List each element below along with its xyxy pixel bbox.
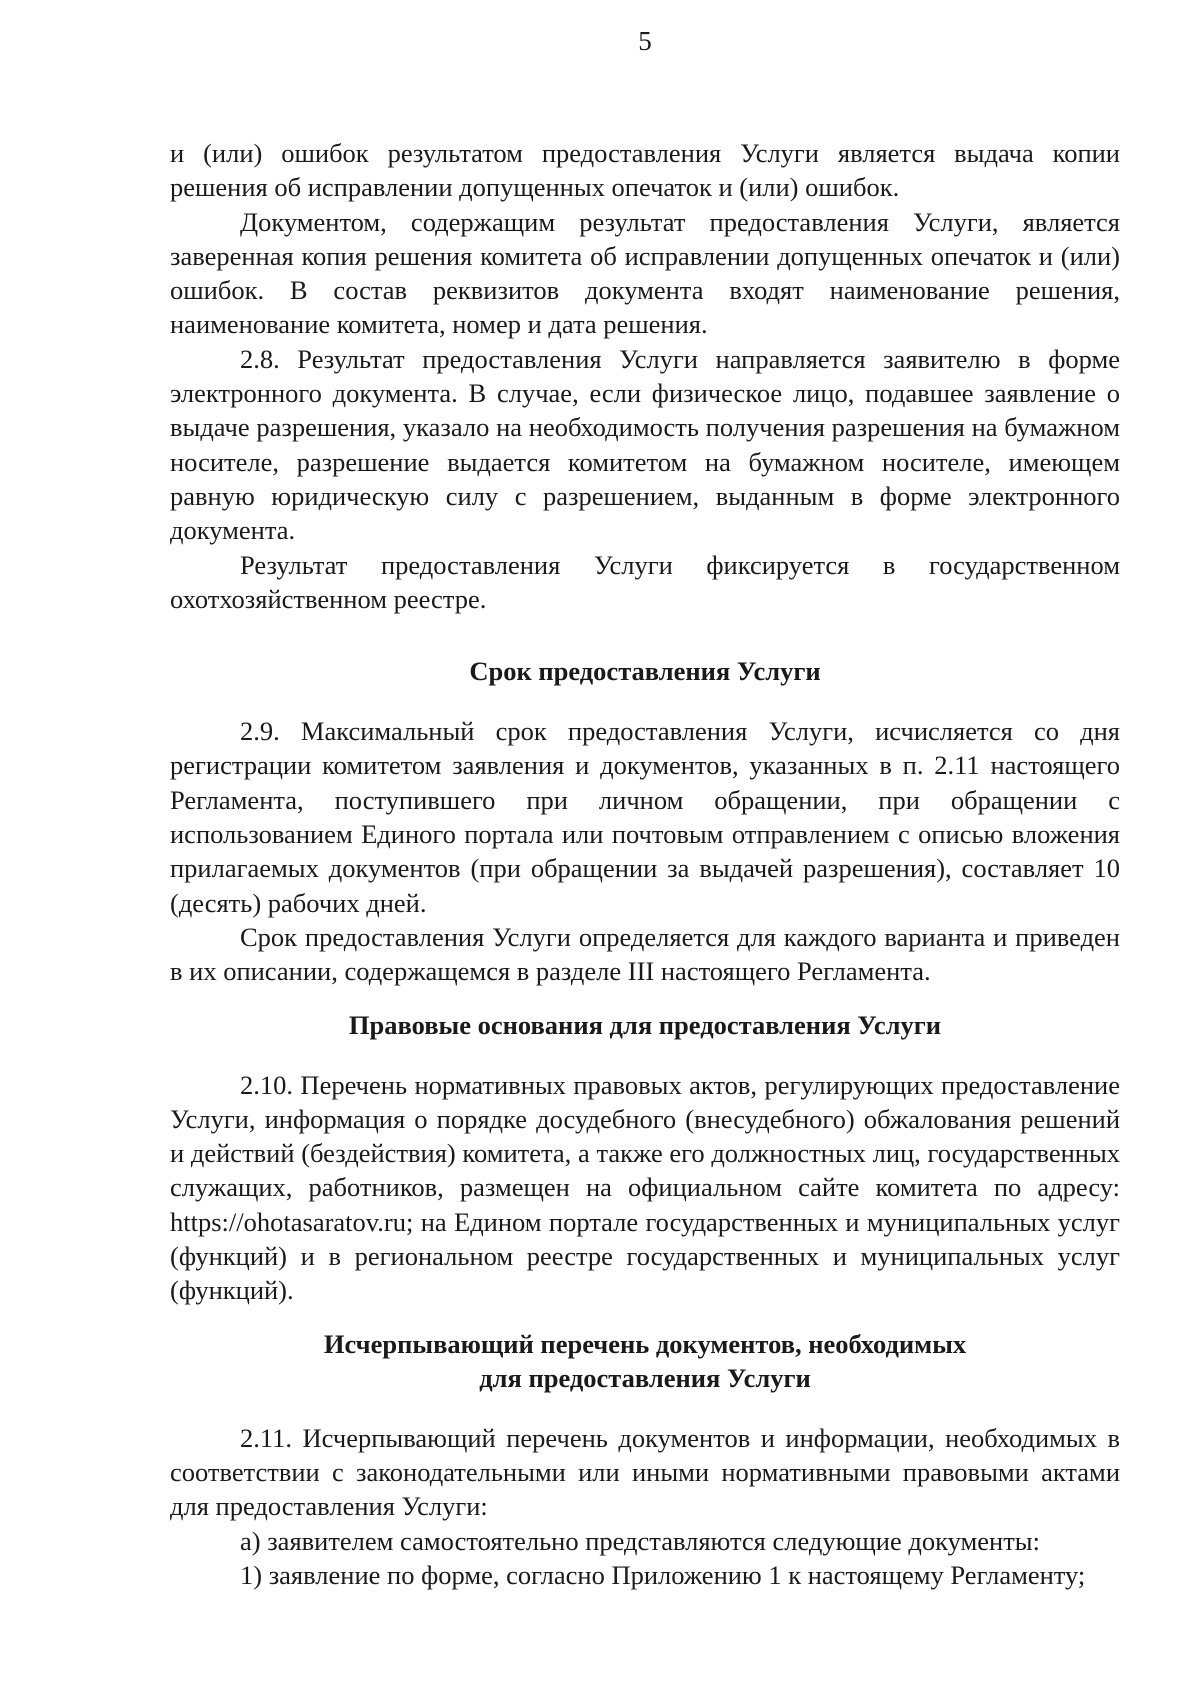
- paragraph-2-9: 2.9. Максимальный срок предоставления Услуги, исчисляется со дня регистрации комитетом заявления и документов, указанных в п. 2.11 настоящего Регламента, поступившего при личном обращении, при обращении с использованием Единого портала или почтовым отправлением с описью вложения прилагаемых документов (при обращении за выдачей разрешения), составляет 10 (десять) рабочих дней.: [170, 716, 1120, 918]
- paragraph-2-11: 2.11. Исчерпывающий перечень документов и информации, необходимых в соответствии с законодательными или иными нормативными правовыми актами для предоставления Услуги:: [170, 1422, 1120, 1522]
- paragraph-continuation: и (или) ошибок результатом предоставления Услуги является выдача копии решения об исправлении допущенных опечаток и (или) ошибок.: [170, 138, 1120, 203]
- heading-line-2: для предоставления Услуги: [479, 1362, 811, 1393]
- heading-legal-grounds: Правовые основания для предоставления Услуги: [348, 1009, 942, 1040]
- document-page: [170, 24, 1120, 1592]
- paragraph-2-8: 2.8. Результат предоставления Услуги направляется заявителю в форме электронного документа. В случае, если физическое лицо, подавшее заявление о выдаче разрешения, указало на необходимость получения разрешения на бумажном носителе, разрешение выдается комитетом на бумажном носителе, имеющем равную юридическую силу с разрешением, выданным в форме электронного документа.: [170, 343, 1120, 546]
- paragraph-item-1: 1) заявление по форме, согласно Приложению 1 к настоящему Регламенту;: [240, 1559, 1086, 1590]
- paragraph-2-10: 2.10. Перечень нормативных правовых актов, регулирующих предоставление Услуги, информация о порядке досудебного (внесудебного) обжалования решений и действий (бездействия) комитета, а также его должностных лиц, государственных служащих, работников, размещен на официальном сайте комитета по адресу: https://ohotasaratov.ru; на Едином портале государственных и муниципальных услуг (функций) и в региональном реестре государственных и муниципальных услуг (функций).: [170, 1069, 1120, 1306]
- heading-required-documents: [170, 1327, 1120, 1395]
- heading-line-1: Исчерпывающий перечень документов, необходимых: [323, 1328, 967, 1359]
- heading-service-term: Срок предоставления Услуги: [469, 656, 821, 687]
- paragraph-term-variants: Срок предоставления Услуги определяется для каждого варианта и приведен в их описании, содержащемся в разделе III настоящего Регламента.: [170, 921, 1120, 987]
- paragraph-item-a: а) заявителем самостоятельно представляются следующие документы:: [240, 1525, 1040, 1556]
- page-number: 5: [638, 26, 652, 56]
- paragraph-result-registry: Результат предоставления Услуги фиксируется в государственном охотхозяйственном реестре.: [170, 549, 1120, 614]
- paragraph-result-document: Документом, содержащим результат предоставления Услуги, является заверенная копия решения комитета об исправлении допущенных опечаток и (или) ошибок. В состав реквизитов документа входят наименование решения, наименование комитета, номер и дата решения.: [170, 206, 1120, 340]
